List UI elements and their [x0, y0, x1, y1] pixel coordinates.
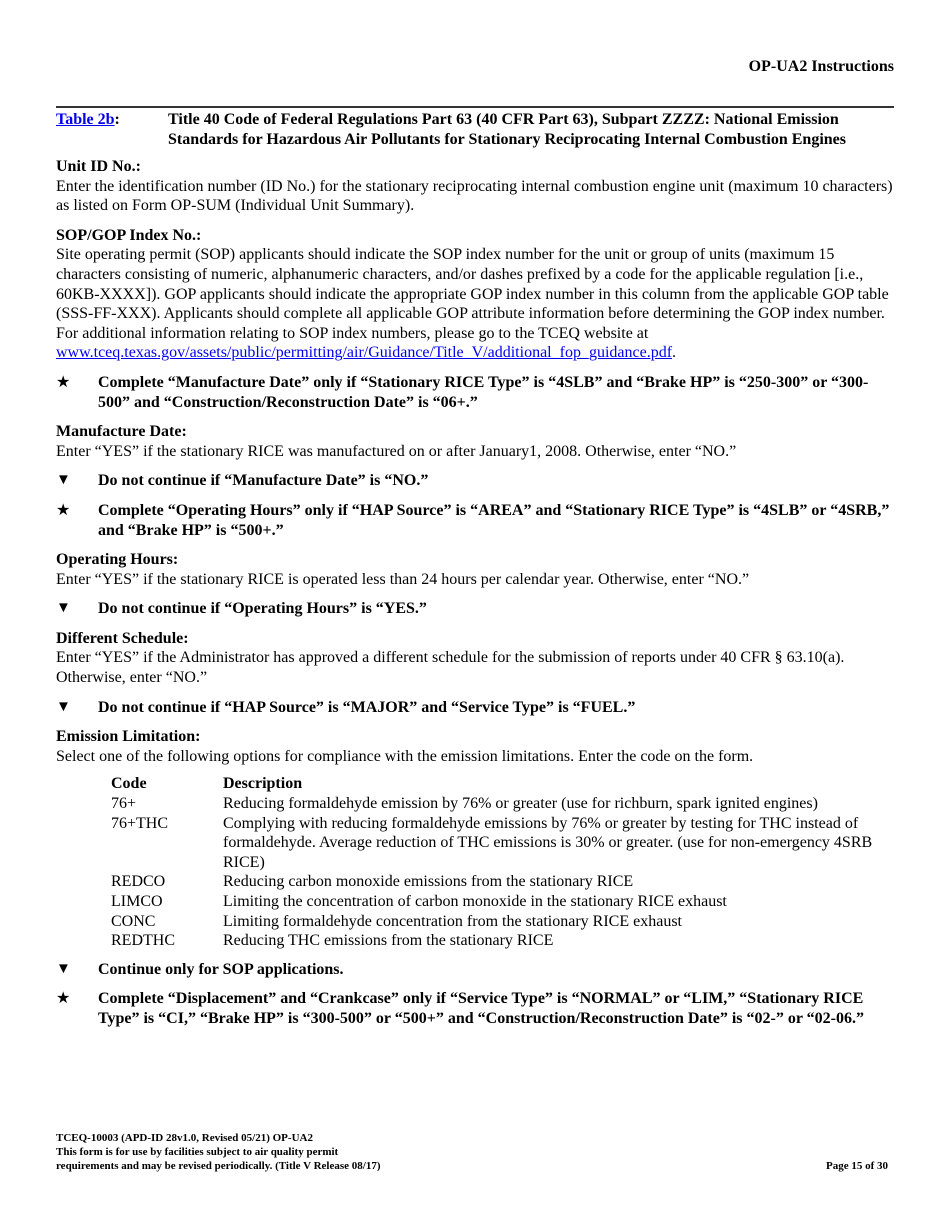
- note-displacement-crankcase: [56, 989, 894, 1028]
- table-row: [111, 931, 894, 951]
- code-cell: REDTHC: [111, 932, 175, 950]
- table-row: [111, 892, 894, 912]
- code-cell: 76+THC: [111, 814, 169, 832]
- operating-hours-section: [56, 550, 894, 589]
- note-text: Complete “Operating Hours” only if “HAP Source” is “AREA” and “Stationary RICE Type” is “4SLB” or “4SRB,” and “Brake HP” is “500+.”: [98, 501, 890, 539]
- note-sop-only: [56, 960, 894, 980]
- manufacture-date-label: Manufacture Date:: [56, 423, 187, 441]
- emission-limitation-text: Select one of the following options for compliance with the emission limitations. Enter the code on the form.: [56, 747, 754, 765]
- table-ref-colon: :: [114, 111, 120, 128]
- code-cell: CONC: [111, 912, 156, 930]
- code-table-header: [111, 774, 894, 794]
- code-column-header: Code: [111, 775, 147, 793]
- description-cell: Reducing carbon monoxide emissions from the stationary RICE: [223, 873, 634, 891]
- description-cell: Limiting the concentration of carbon monoxide in the stationary RICE exhaust: [223, 893, 727, 910]
- down-triangle-icon: ▼: [56, 472, 71, 489]
- footer-line-3: requirements and may be revised periodically. (Title V Release 08/17): [56, 1160, 381, 1172]
- manufacture-date-text: Enter “YES” if the stationary RICE was manufactured on or after January1, 2008. Otherwise, enter “NO.”: [56, 442, 737, 460]
- code-cell: LIMCO: [111, 893, 163, 910]
- note-text: Complete “Displacement” and “Crankcase” only if “Service Type” is “NORMAL” or “LIM,” “Stationary RICE Type” is “CI,” “Brake HP” is “300-500” or “500+” and “Construction/Reconstruction Date” is “02-” or “02-06.”: [98, 990, 864, 1027]
- description-cell: Limiting formaldehyde concentration from the stationary RICE exhaust: [223, 912, 682, 930]
- star-icon: ★: [56, 373, 71, 391]
- down-triangle-icon: ▼: [56, 698, 71, 715]
- different-schedule-section: [56, 629, 894, 688]
- table-title-text: Title 40 Code of Federal Regulations Part 63 (40 CFR Part 63), Subpart ZZZZ: National Emission Standards for Hazardous Air Pollutants for Stationary Reciprocating Internal Combustion Engines: [168, 111, 846, 148]
- note-operating-hours: [56, 501, 894, 540]
- table-2b-link[interactable]: Table 2b: [56, 111, 115, 128]
- table-row: [111, 872, 894, 892]
- footer-form-id: TCEQ-10003 (APD-ID 28v1.0, Revised 05/21) OP-UA2: [56, 1132, 313, 1144]
- table-row: [111, 794, 894, 814]
- description-cell: Reducing THC emissions from the stationary RICE: [223, 932, 554, 950]
- emission-limitation-label: Emission Limitation:: [56, 728, 201, 746]
- manufacture-date-section: [56, 422, 894, 461]
- sop-gop-end: .: [672, 344, 677, 362]
- note-text: Do not continue if “Operating Hours” is “YES.”: [98, 600, 427, 618]
- table-row: [111, 814, 894, 873]
- down-triangle-icon: ▼: [56, 600, 71, 617]
- description-cell: Complying with reducing formaldehyde emissions by 76% or greater by testing for THC instead of formaldehyde. Average reduction of THC emissions is 30% or greater. (use for non-emergency 4SRB RICE): [223, 814, 873, 871]
- emission-limitation-section: [56, 727, 894, 766]
- different-schedule-label: Different Schedule:: [56, 629, 189, 647]
- operating-hours-label: Operating Hours:: [56, 551, 179, 569]
- page-footer: [56, 1131, 894, 1173]
- code-cell: 76+: [111, 795, 137, 813]
- note-text: Complete “Manufacture Date” only if “Stationary RICE Type” is “4SLB” and “Brake HP” is “250-300” or “300-500” and “Construction/Reconstruction Date” is “06+.”: [98, 373, 869, 411]
- fop-guidance-link[interactable]: www.tceq.texas.gov/assets/public/permitting/air/Guidance/Title_V/additional_fop_guidance.pdf: [56, 344, 673, 362]
- page-number: Page 15 of 30: [825, 1160, 888, 1172]
- star-icon: ★: [56, 501, 71, 519]
- operating-hours-text: Enter “YES” if the stationary RICE is operated less than 24 hours per calendar year. Otherwise, enter “NO.”: [56, 570, 750, 588]
- description-column-header: Description: [223, 775, 303, 793]
- note-stop-hap-major: [56, 698, 894, 718]
- note-text: Continue only for SOP applications.: [98, 960, 344, 978]
- down-triangle-icon: ▼: [56, 960, 71, 977]
- unit-id-section: [56, 157, 894, 216]
- note-text: Do not continue if “HAP Source” is “MAJOR” and “Service Type” is “FUEL.”: [98, 698, 636, 716]
- description-cell: Reducing formaldehyde emission by 76% or greater (use for richburn, spark ignited engines): [223, 795, 818, 813]
- star-icon: ★: [56, 990, 71, 1008]
- code-cell: REDCO: [111, 873, 166, 891]
- instructions-body: [56, 157, 894, 1039]
- footer-line-2: This form is for use by facilities subject to air quality permit: [56, 1146, 339, 1158]
- document-title: OP-UA2 Instructions: [748, 58, 894, 75]
- note-stop-manufacture: [56, 471, 894, 491]
- note-stop-operating-hours: [56, 599, 894, 619]
- table-row: [111, 912, 894, 932]
- unit-id-text: Enter the identification number (ID No.) for the stationary reciprocating internal combustion engine unit (maximum 10 characters) as listed on Form OP-SUM (Individual Unit Summary).: [56, 177, 893, 215]
- emission-code-table: [111, 774, 894, 950]
- sop-gop-label: SOP/GOP Index No.:: [56, 226, 202, 244]
- unit-id-label: Unit ID No.:: [56, 158, 141, 175]
- table-title: [56, 106, 894, 149]
- sop-gop-section: [56, 226, 894, 363]
- different-schedule-text: Enter “YES” if the Administrator has approved a different schedule for the submission of reports under 40 CFR § 63.10(a). Otherwise, enter “NO.”: [56, 649, 845, 687]
- note-text: Do not continue if “Manufacture Date” is “NO.”: [98, 472, 429, 490]
- note-manufacture-date: [56, 373, 894, 412]
- sop-gop-text: Site operating permit (SOP) applicants should indicate the SOP index number for the unit or group of units (maximum 15 characters consisting of numeric, alphanumeric characters, and/or dashes prefixed by a code for the applicable regulation [i.e., 60KB-XXXX]). GOP applicants should indicate the appropriate GOP index number in this column from the applicable GOP table (SSS-FF-XXX). Applicants should complete all applicable GOP attribute information before determining the GOP index number. For additional information relating to SOP index numbers, please go to the TCEQ website at: [56, 246, 889, 342]
